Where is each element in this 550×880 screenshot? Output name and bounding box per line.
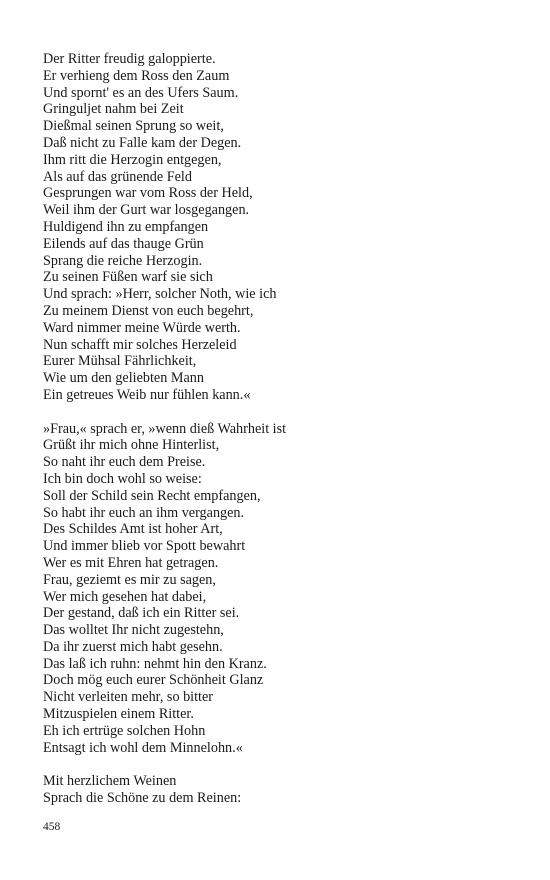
verse-line: Gringuljet nahm bei Zeit: [43, 101, 184, 118]
verse-line: Wie um den geliebten Mann: [43, 370, 204, 387]
verse-line: Eilends auf das thauge Grün: [43, 235, 204, 252]
verse-line: Zu seinen Füßen warf sie sich: [43, 269, 213, 286]
verse-line: Ihm ritt die Herzogin entgegen,: [43, 151, 222, 168]
verse-line: Ein getreues Weib nur fühlen kann.«: [43, 386, 251, 403]
verse-line: Frau, geziemt es mir zu sagen,: [43, 571, 216, 588]
page-number: 458: [43, 821, 61, 833]
verse-line: Er verhieng dem Ross den Zaum: [43, 67, 230, 84]
verse-line: Nun schafft mir solches Herzeleid: [43, 336, 237, 353]
verse-line: Sprach die Schöne zu dem Reinen:: [43, 790, 242, 807]
verse-line: So habt ihr euch an ihm vergangen.: [43, 504, 245, 521]
verse-line: Mitzuspielen einem Ritter.: [43, 706, 194, 723]
verse-line: Das laß ich ruhn: nehmt hin den Kranz.: [43, 655, 267, 672]
stanza: [43, 773, 513, 807]
verse-line: Mit herzlichem Weinen: [43, 773, 177, 790]
stanza: [43, 51, 513, 404]
verse-line: Wer mich gesehen hat dabei,: [43, 588, 207, 605]
verse-line: Ich bin doch wohl so weise:: [43, 470, 202, 487]
verse-line: Und immer blieb vor Spott bewahrt: [43, 538, 246, 555]
verse-line: Zu meinem Dienst von euch begehrt,: [43, 302, 254, 319]
verse-line: Dießmal seinen Sprung so weit,: [43, 118, 224, 135]
verse-line: Das wolltet Ihr nicht zugestehn,: [43, 622, 224, 639]
verse-line: Ward nimmer meine Würde werth.: [43, 319, 241, 336]
verse-line: Eurer Mühsal Fährlichkeit,: [43, 353, 197, 370]
verse-line: Wer es mit Ehren hat getragen.: [43, 554, 219, 571]
verse-line: Doch mög euch eurer Schönheit Glanz: [43, 672, 264, 689]
stanza: [43, 421, 513, 757]
verse-line: Grüßt ihr mich ohne Hinterlist,: [43, 437, 220, 454]
verse-line: Sprang die reiche Herzogin.: [43, 252, 203, 269]
verse-line: Weil ihm der Gurt war losgegangen.: [43, 202, 250, 219]
verse-line: Daß nicht zu Falle kam der Degen.: [43, 134, 242, 151]
verse-line: Und sprach: »Herr, solcher Noth, wie ich: [43, 286, 277, 303]
verse-line: Da ihr zuerst mich habt gesehn.: [43, 638, 223, 655]
poem-text: [43, 51, 513, 824]
verse-line: Huldigend ihn zu empfangen: [43, 218, 209, 235]
verse-line: Gesprungen war vom Ross der Held,: [43, 185, 253, 202]
verse-line: So naht ihr euch dem Preise.: [43, 454, 206, 471]
verse-line: Als auf das grünende Feld: [43, 168, 192, 185]
verse-line: Soll der Schild sein Recht empfangen,: [43, 487, 261, 504]
verse-line: Der gestand, daß ich ein Ritter sei.: [43, 605, 240, 622]
verse-line: Entsagt ich wohl dem Minnelohn.«: [43, 739, 243, 756]
verse-line: Und spornt' es an des Ufers Saum.: [43, 84, 239, 101]
verse-line: Der Ritter freudig galoppierte.: [43, 51, 216, 67]
verse-line: Des Schildes Amt ist hoher Art,: [43, 521, 223, 538]
verse-line: »Frau,« sprach er, »wenn dieß Wahrheit ist: [43, 420, 287, 437]
verse-line: Eh ich ertrüge solchen Hohn: [43, 722, 206, 739]
verse-line: Nicht verleiten mehr, so bitter: [43, 689, 214, 706]
